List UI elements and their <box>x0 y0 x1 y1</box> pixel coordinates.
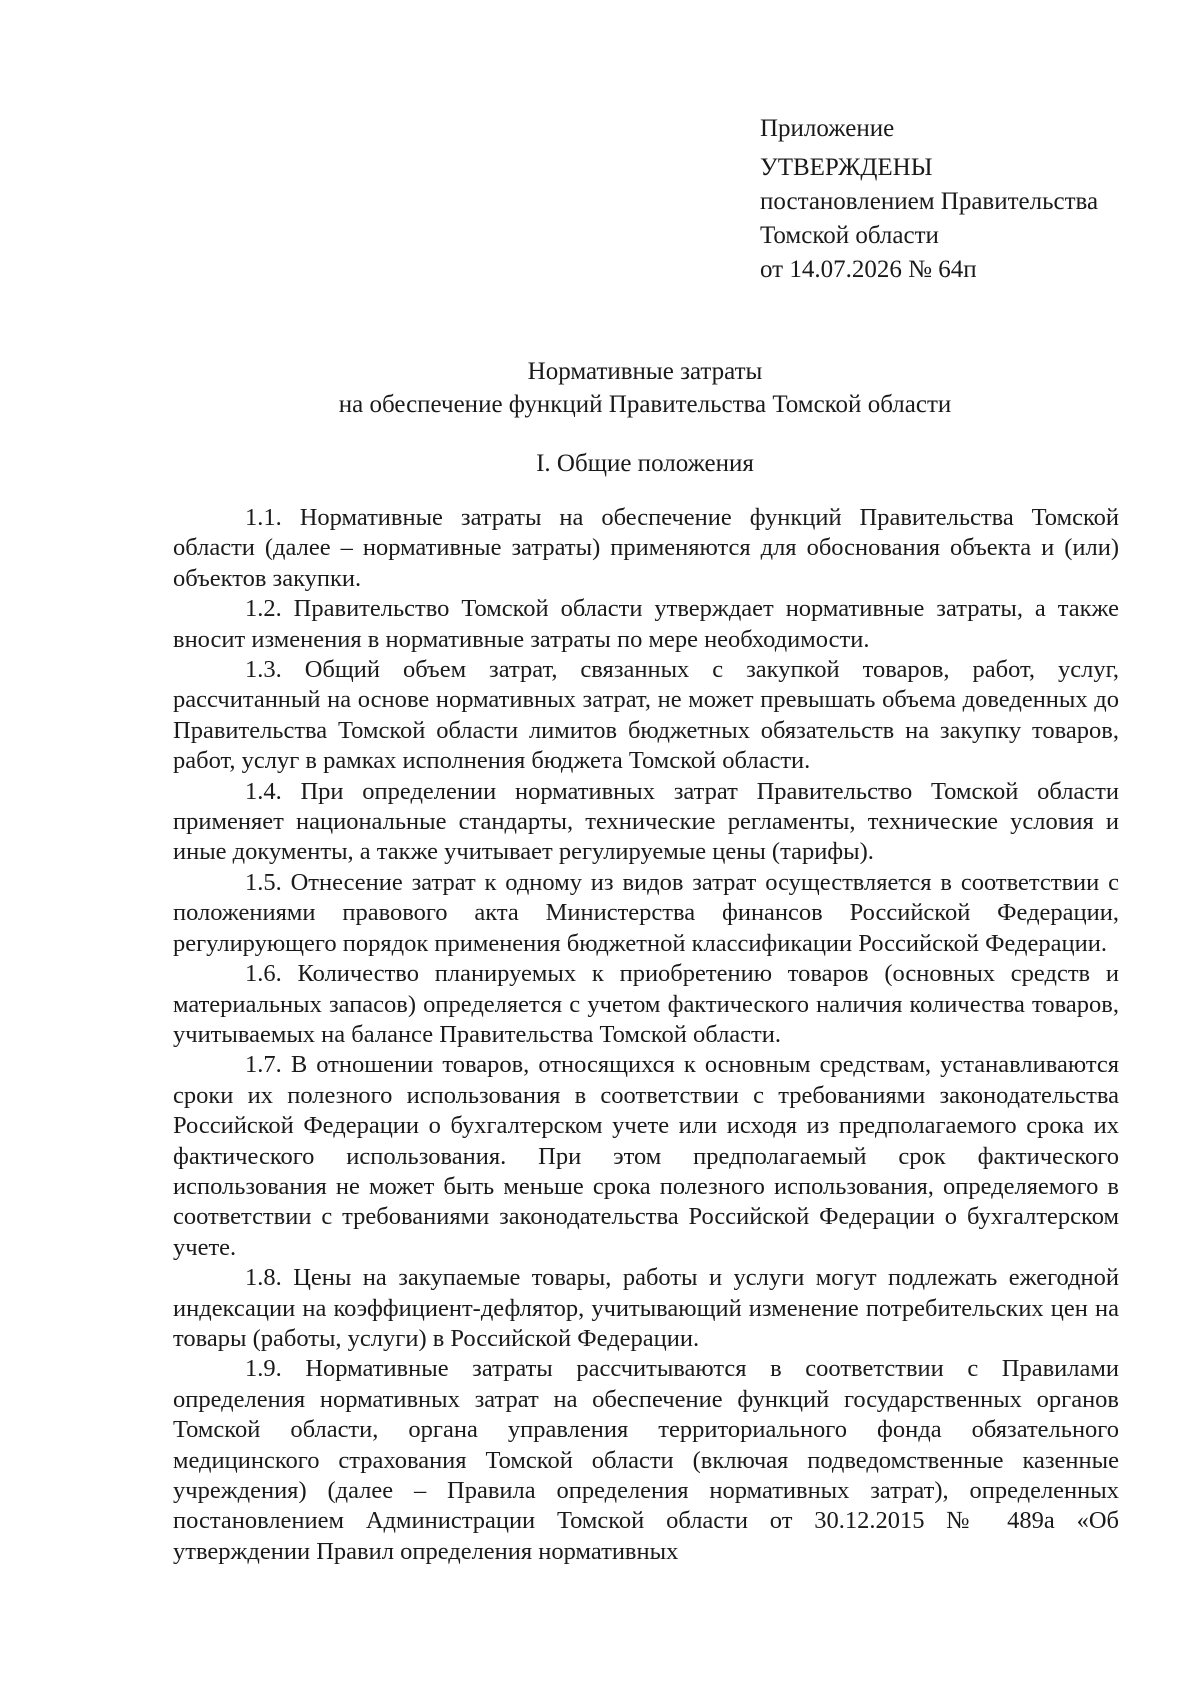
region-line: Томской области <box>760 222 939 249</box>
appendix-label: Приложение <box>760 115 895 142</box>
paragraph-1-8: 1.8. Цены на закупаемые товары, работы и услуги могут подлежать ежегодной индексации на коэффициент-дефлятор, учитывающий изменение потребительских цен на товары (работы, услуги) в Российской Федерации. <box>173 1264 1119 1352</box>
paragraph-1-2: 1.2. Правительство Томской области утверждает нормативные затраты, а также вносит изменения в нормативные затраты по мере необходимости. <box>173 595 1119 653</box>
paragraph-1-6: 1.6. Количество планируемых к приобретению товаров (основных средств и материальных запасов) определяется с учетом фактического наличия количества товаров, учитываемых на балансе Правительства Томской области. <box>173 960 1119 1048</box>
title-line-1: Нормативные затраты <box>527 358 763 385</box>
document-title <box>160 355 1130 421</box>
paragraph-1-9: 1.9. Нормативные затраты рассчитываются в соответствии с Правилами определения нормативных затрат на обеспечение функций государственных органов Томской области, органа управления территориального фонда обязательного медицинского страхования Томской области (включая подведомственные казенные учреждения) (далее – Правила определения нормативных затрат), определенных постановлением Администрации Томской области от 30.12.2015 № 489а «Об утверждении Правил определения нормативных <box>173 1355 1119 1565</box>
paragraph-1-3: 1.3. Общий объем затрат, связанных с закупкой товаров, работ, услуг, рассчитанный на основе нормативных затрат, не может превышать объема доведенных до Правительства Томской области лимитов бюджетных обязательств на закупку товаров, работ, услуг в рамках исполнения бюджета Томской области. <box>173 656 1119 775</box>
paragraph-1-1: 1.1. Нормативные затраты на обеспечение функций Правительства Томской области (далее – нормативные затраты) применяются для обоснования объекта и (или) объектов закупки. <box>173 504 1119 592</box>
approval-stamp-block <box>760 112 1180 287</box>
document-body <box>173 503 1119 1567</box>
date-number-line: от 14.07.2026 № 64п <box>760 256 977 283</box>
paragraph-1-4: 1.4. При определении нормативных затрат Правительство Томской области применяет национальные стандарты, технические регламенты, технические условия и иные документы, а также учитывает регулируемые цены (тарифы). <box>173 777 1119 866</box>
resolution-line: постановлением Правительства <box>760 188 1099 215</box>
section-heading: I. Общие положения <box>536 450 754 477</box>
title-line-2: на обеспечение функций Правительства Томской области <box>338 391 952 418</box>
approved-label: УТВЕРЖДЕНЫ <box>760 154 933 181</box>
paragraph-1-7: 1.7. В отношении товаров, относящихся к основным средствам, устанавливаются сроки их полезного использования в соответствии с требованиями законодательства Российской Федерации о бухгалтерском учете или исходя из предполагаемого срока их фактического использования. При этом предполагаемый срок фактического использования не может быть меньше срока полезного использования, определяемого в соответствии с требованиями законодательства Российской Федерации о бухгалтерском учете. <box>173 1051 1119 1261</box>
paragraph-1-5: 1.5. Отнесение затрат к одному из видов затрат осуществляется в соответствии с положениями правового акта Министерства финансов Российской Федерации, регулирующего порядок применения бюджетной классификации Российской Федерации. <box>173 868 1119 957</box>
